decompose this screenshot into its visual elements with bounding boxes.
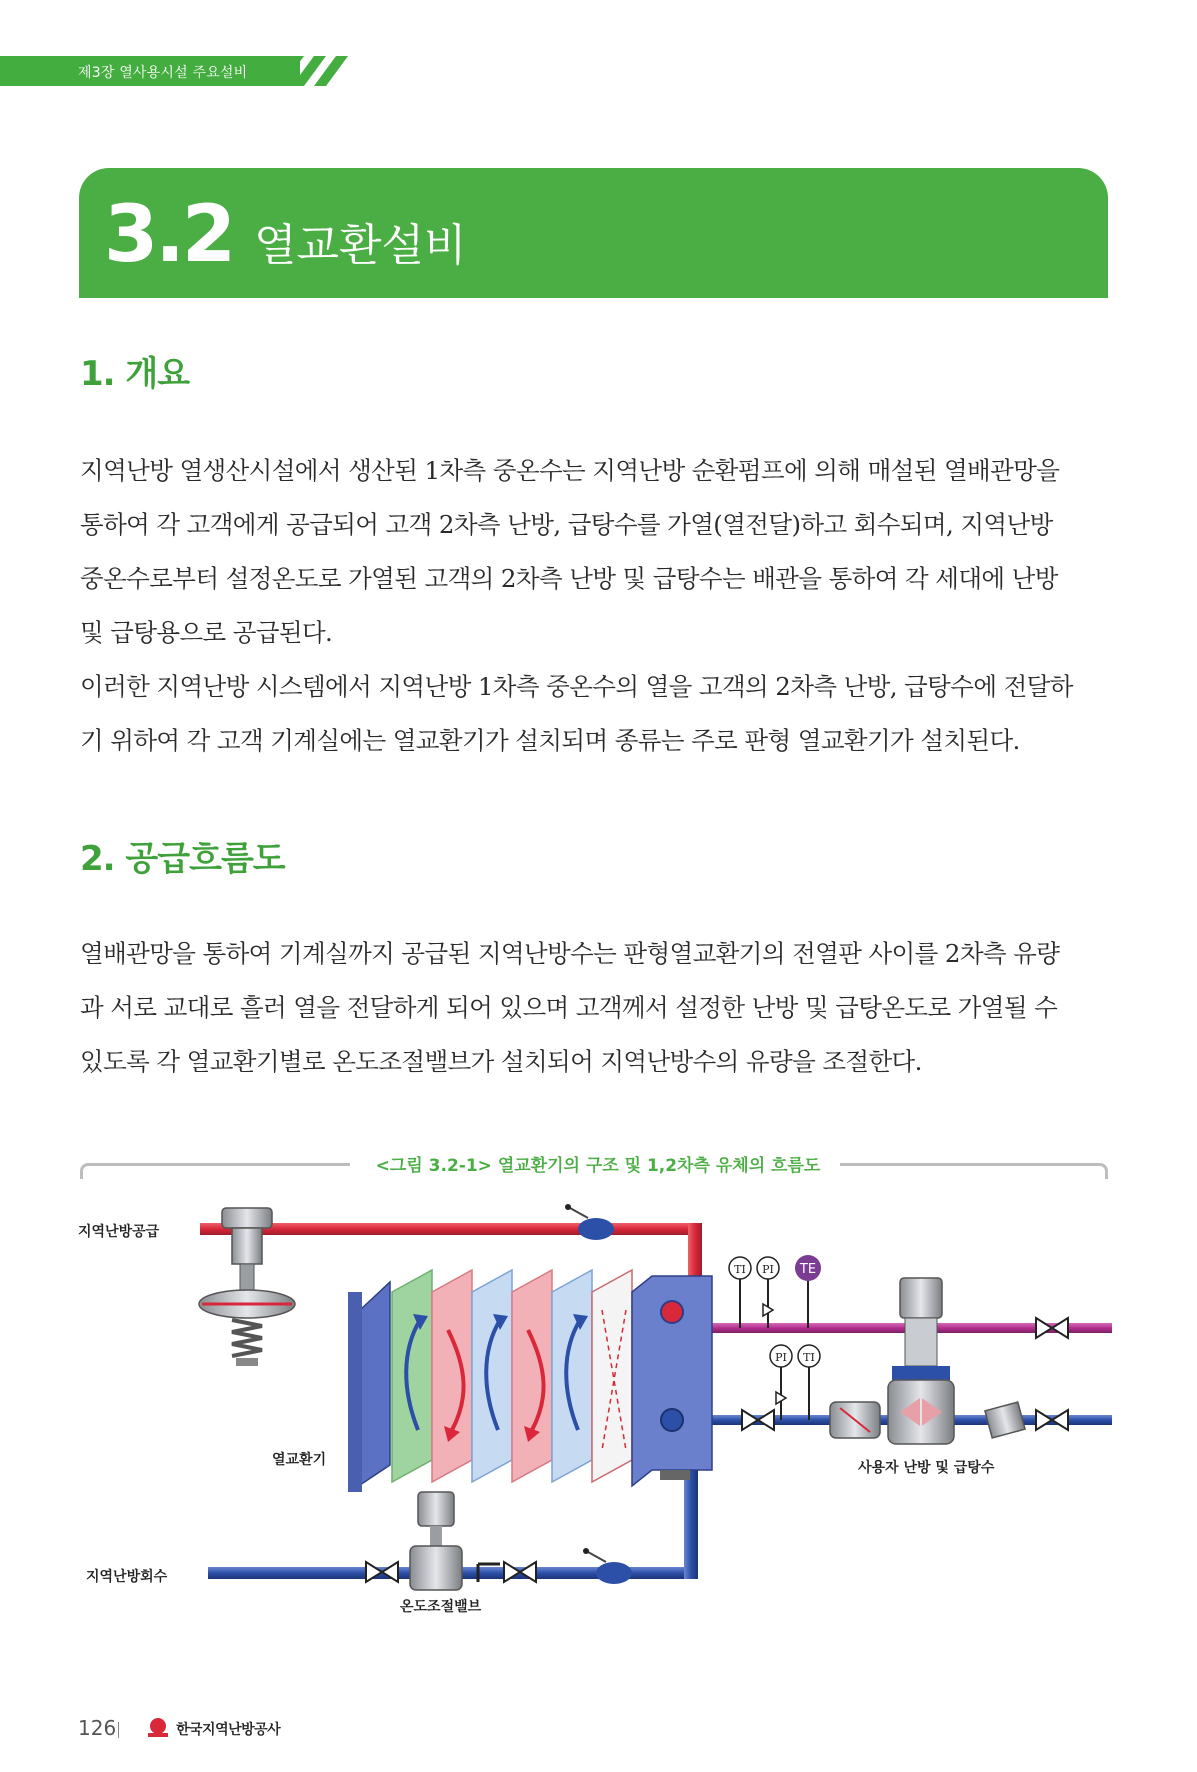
- section-number: 3.2: [104, 190, 234, 280]
- page-separator: [118, 1722, 119, 1738]
- text-line: 및 급탕용으로 공급된다.: [80, 618, 333, 647]
- ti-label-top: TI: [734, 1263, 746, 1276]
- flow-paragraph: [80, 927, 1110, 1089]
- figure-bracket-right: [840, 1163, 1108, 1179]
- valve-label: 온도조절밸브: [400, 1599, 482, 1615]
- overview-paragraph: [80, 444, 1110, 768]
- org-logo-icon: [146, 1716, 170, 1740]
- text-line: 있도록 각 열교환기별로 온도조절밸브가 설치되어 지역난방수의 유량을 조절한다.: [80, 1047, 922, 1076]
- supply-label: 지역난방공급: [78, 1224, 160, 1240]
- chapter-tab: [0, 56, 300, 86]
- pi-label-bottom: PI: [775, 1351, 787, 1364]
- return-label: 지역난방회수: [86, 1569, 168, 1585]
- org-name: 한국지역난방공사: [176, 1722, 281, 1738]
- text-line: 과 서로 교대로 흘러 열을 전달하게 되어 있으며 고객께서 설정한 난방 및 급탕온도로 가열될 수: [80, 993, 1058, 1022]
- user-water-label: 사용자 난방 및 급탕수: [858, 1460, 995, 1476]
- heat-exchanger-label: 열교환기: [272, 1452, 327, 1468]
- text-line: 이러한 지역난방 시스템에서 지역난방 1차측 중온수의 열을 고객의 2차측 난방, 급탕수에 전달하: [80, 672, 1073, 701]
- secondary-return-pipe: [700, 1278, 1112, 1444]
- te-label: TE: [799, 1262, 817, 1277]
- chapter-label: 제3장 열사용시설 주요설비: [78, 65, 248, 81]
- figure-caption: <그림 3.2-1> 열교환기의 구조 및 1,2차측 유체의 흐름도: [375, 1156, 821, 1176]
- pi-label-top: PI: [762, 1263, 774, 1276]
- text-line: 기 위하여 각 고객 기계실에는 열교환기가 설치되며 종류는 주로 판형 열교환기가 설치된다.: [80, 726, 1020, 755]
- text-line: 통하여 각 고객에게 공급되어 고객 2차측 난방, 급탕수를 가열(열전달)하고 회수되며, 지역난방: [80, 510, 1053, 539]
- temperature-control-valve: [366, 1492, 536, 1590]
- heat-exchanger-diagram: [0, 1180, 1197, 1630]
- text-line: 열배관망을 통하여 기계실까지 공급된 지역난방수는 판형열교환기의 전열판 사이를 2차측 유량: [80, 939, 1060, 968]
- page-number: 126: [78, 1716, 117, 1740]
- section-header: [79, 168, 1108, 298]
- plate-heat-exchanger: [348, 1270, 712, 1492]
- text-line: 중온수로부터 설정온도로 가열된 고객의 2차측 난방 및 급탕수는 배관을 통하여 각 세대에 난방: [80, 564, 1058, 593]
- ti-label-bottom: TI: [803, 1351, 815, 1364]
- section-title: 열교환설비: [254, 220, 467, 271]
- chapter-stripes-decoration: [270, 56, 360, 86]
- overview-heading: 1. 개요: [80, 354, 190, 394]
- flow-heading: 2. 공급흐름도: [80, 839, 285, 879]
- figure-bracket-left: [80, 1163, 350, 1179]
- text-line: 지역난방 열생산시설에서 생산된 1차측 중온수는 지역난방 순환펌프에 의해 매설된 열배관망을: [80, 456, 1060, 485]
